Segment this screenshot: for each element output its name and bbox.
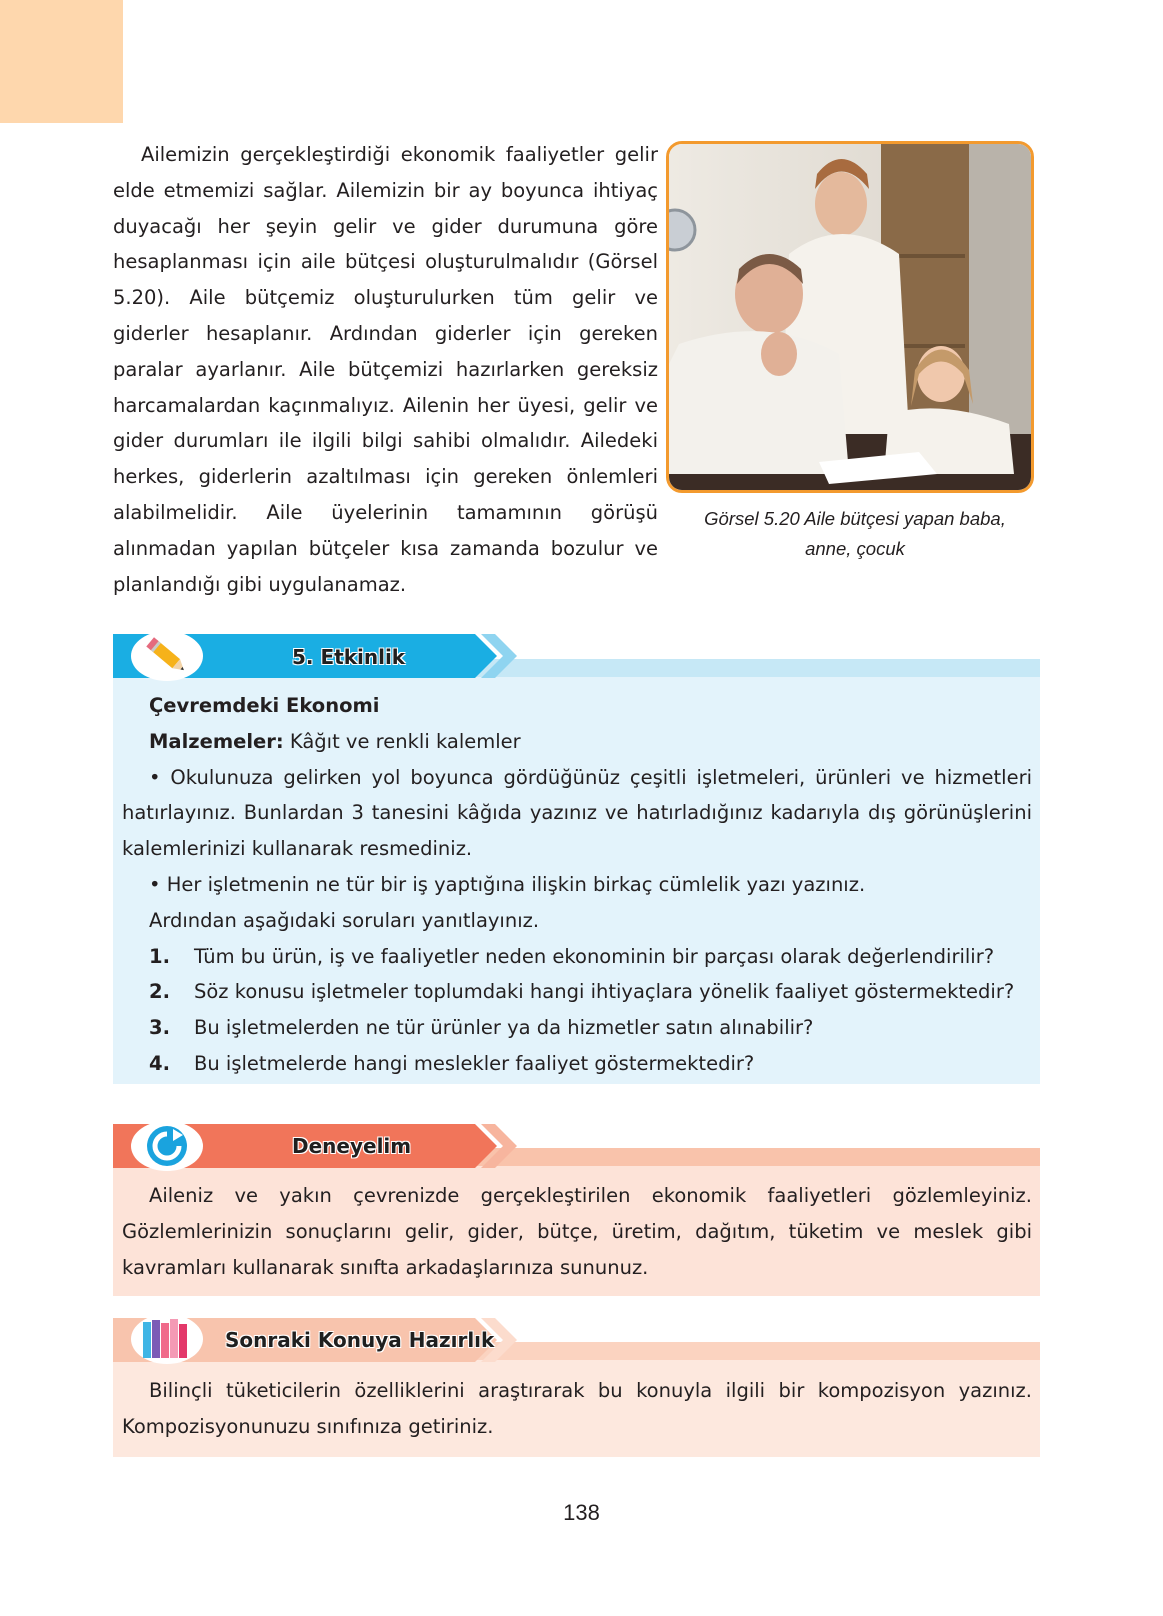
materials-label: Malzemeler: [149, 729, 284, 753]
activity-bullet-2: • Her işletmenin ne tür bir iş yaptığına ilişkin birkaç cümlelik yazı yazınız. [149, 872, 866, 896]
question-number: 4. [149, 1051, 170, 1075]
question-number: 3. [149, 1016, 170, 1040]
figure-caption [680, 504, 1030, 564]
question-text: Bu işletmelerden ne tür ürünler ya da hizmetler satın alınabilir? [194, 1016, 814, 1040]
family-budget-photo [666, 141, 1034, 493]
next-topic-content [122, 1373, 1032, 1445]
activity-materials [122, 724, 1032, 760]
page-number: 138 [563, 1500, 600, 1525]
corner-color-block [0, 0, 123, 123]
activity-instruction: Ardından aşağıdaki soruları yanıtlayınız. [149, 908, 540, 932]
experiment-content [122, 1178, 1032, 1285]
next-topic-header-title: Sonraki Konuya Hazırlık [225, 1328, 495, 1352]
activity-bullet-1: • Okulunuza gelirken yol boyunca gördüğünüz çeşitli işletmeleri, ürünleri ve hizmetleri hatırlayınız. Bunlardan 3 tanesini kâğıda yazınız ve hatırladığınız kadarıyla dış görünüşlerini kalemlerinizi kullanarak resmediniz. [122, 765, 1032, 861]
question-text: Söz konusu işletmeler toplumdaki hangi ihtiyaçlara yönelik faaliyet göstermektedir? [194, 980, 1015, 1004]
experiment-text: Aileniz ve yakın çevrenizde gerçekleştirilen ekonomik faaliyetleri gözlemleyiniz. Gözlemlerinizin sonuçlarını gelir, gider, bütçe, üretim, dağıtım, tüketim ve meslek gibi kavramları kullanarak sınıfta arkadaşlarınıza sununuz. [122, 1184, 1032, 1279]
question-text: Tüm bu ürün, iş ve faaliyetler neden ekonominin bir parçası olarak değerlendirilir? [194, 944, 995, 968]
intro-paragraph: Ailemizin gerçekleştirdiği ekonomik faaliyetler gelir elde etmemizi sağlar. Ailemizin bir ay boyunca ihtiyaç duyacağı her şeyin gelir ve gider durumuna göre hesaplanması için aile bütçesi oluşturulmalıdır (Görsel 5.20). Aile bütçemiz oluşturulurken tüm gelir ve giderler hesaplanır. Ardından giderler için gereken paralar ayarlanır. Aile bütçemizi hazırlarken gereksiz harcamalardan kaçınmalıyız. Ailenin her üyesi, gelir ve gider durumları ile ilgili bilgi sahibi olmalıdır. Ailedeki herkes, giderlerin azaltılması için gereken önlemleri alabilmelidir. Aile üyelerinin tamamının görüşü alınmadan yapılan bütçeler kısa zamanda bozulur ve planlandığı gibi uygulanamaz. [113, 143, 658, 596]
activity-header-title: 5. Etkinlik [292, 645, 406, 669]
question-item [122, 1046, 1032, 1082]
question-number: 2. [149, 980, 170, 1004]
question-text: Bu işletmelerde hangi meslekler faaliyet göstermektedir? [194, 1051, 755, 1075]
activity-title: Çevremdeki Ekonomi [149, 694, 380, 717]
question-item [122, 939, 1032, 975]
experiment-header-banner [113, 1124, 1040, 1168]
next-topic-text: Bilinçli tüketicilerin özelliklerini araştırarak bu konuyla ilgili bir kompozisyon yazınız. Kompozisyonunuzu sınıfınıza getiriniz. [122, 1379, 1032, 1438]
activity-content [122, 688, 1032, 1082]
materials-value: Kâğıt ve renkli kalemler [283, 729, 521, 753]
books-icon [131, 1314, 203, 1364]
refresh-badge [131, 1121, 203, 1171]
books-badge [131, 1314, 203, 1364]
experiment-header-title: Deneyelim [292, 1134, 412, 1158]
pencil-badge [131, 631, 203, 681]
caption-line-1: Görsel 5.20 Aile bütçesi yapan baba, [704, 508, 1006, 529]
refresh-icon [131, 1121, 203, 1171]
question-item [122, 1010, 1032, 1046]
question-item [122, 974, 1032, 1010]
activity-header-banner [113, 634, 1040, 678]
pencil-icon [131, 631, 203, 681]
caption-line-2: anne, çocuk [805, 538, 905, 559]
question-number: 1. [149, 944, 170, 968]
